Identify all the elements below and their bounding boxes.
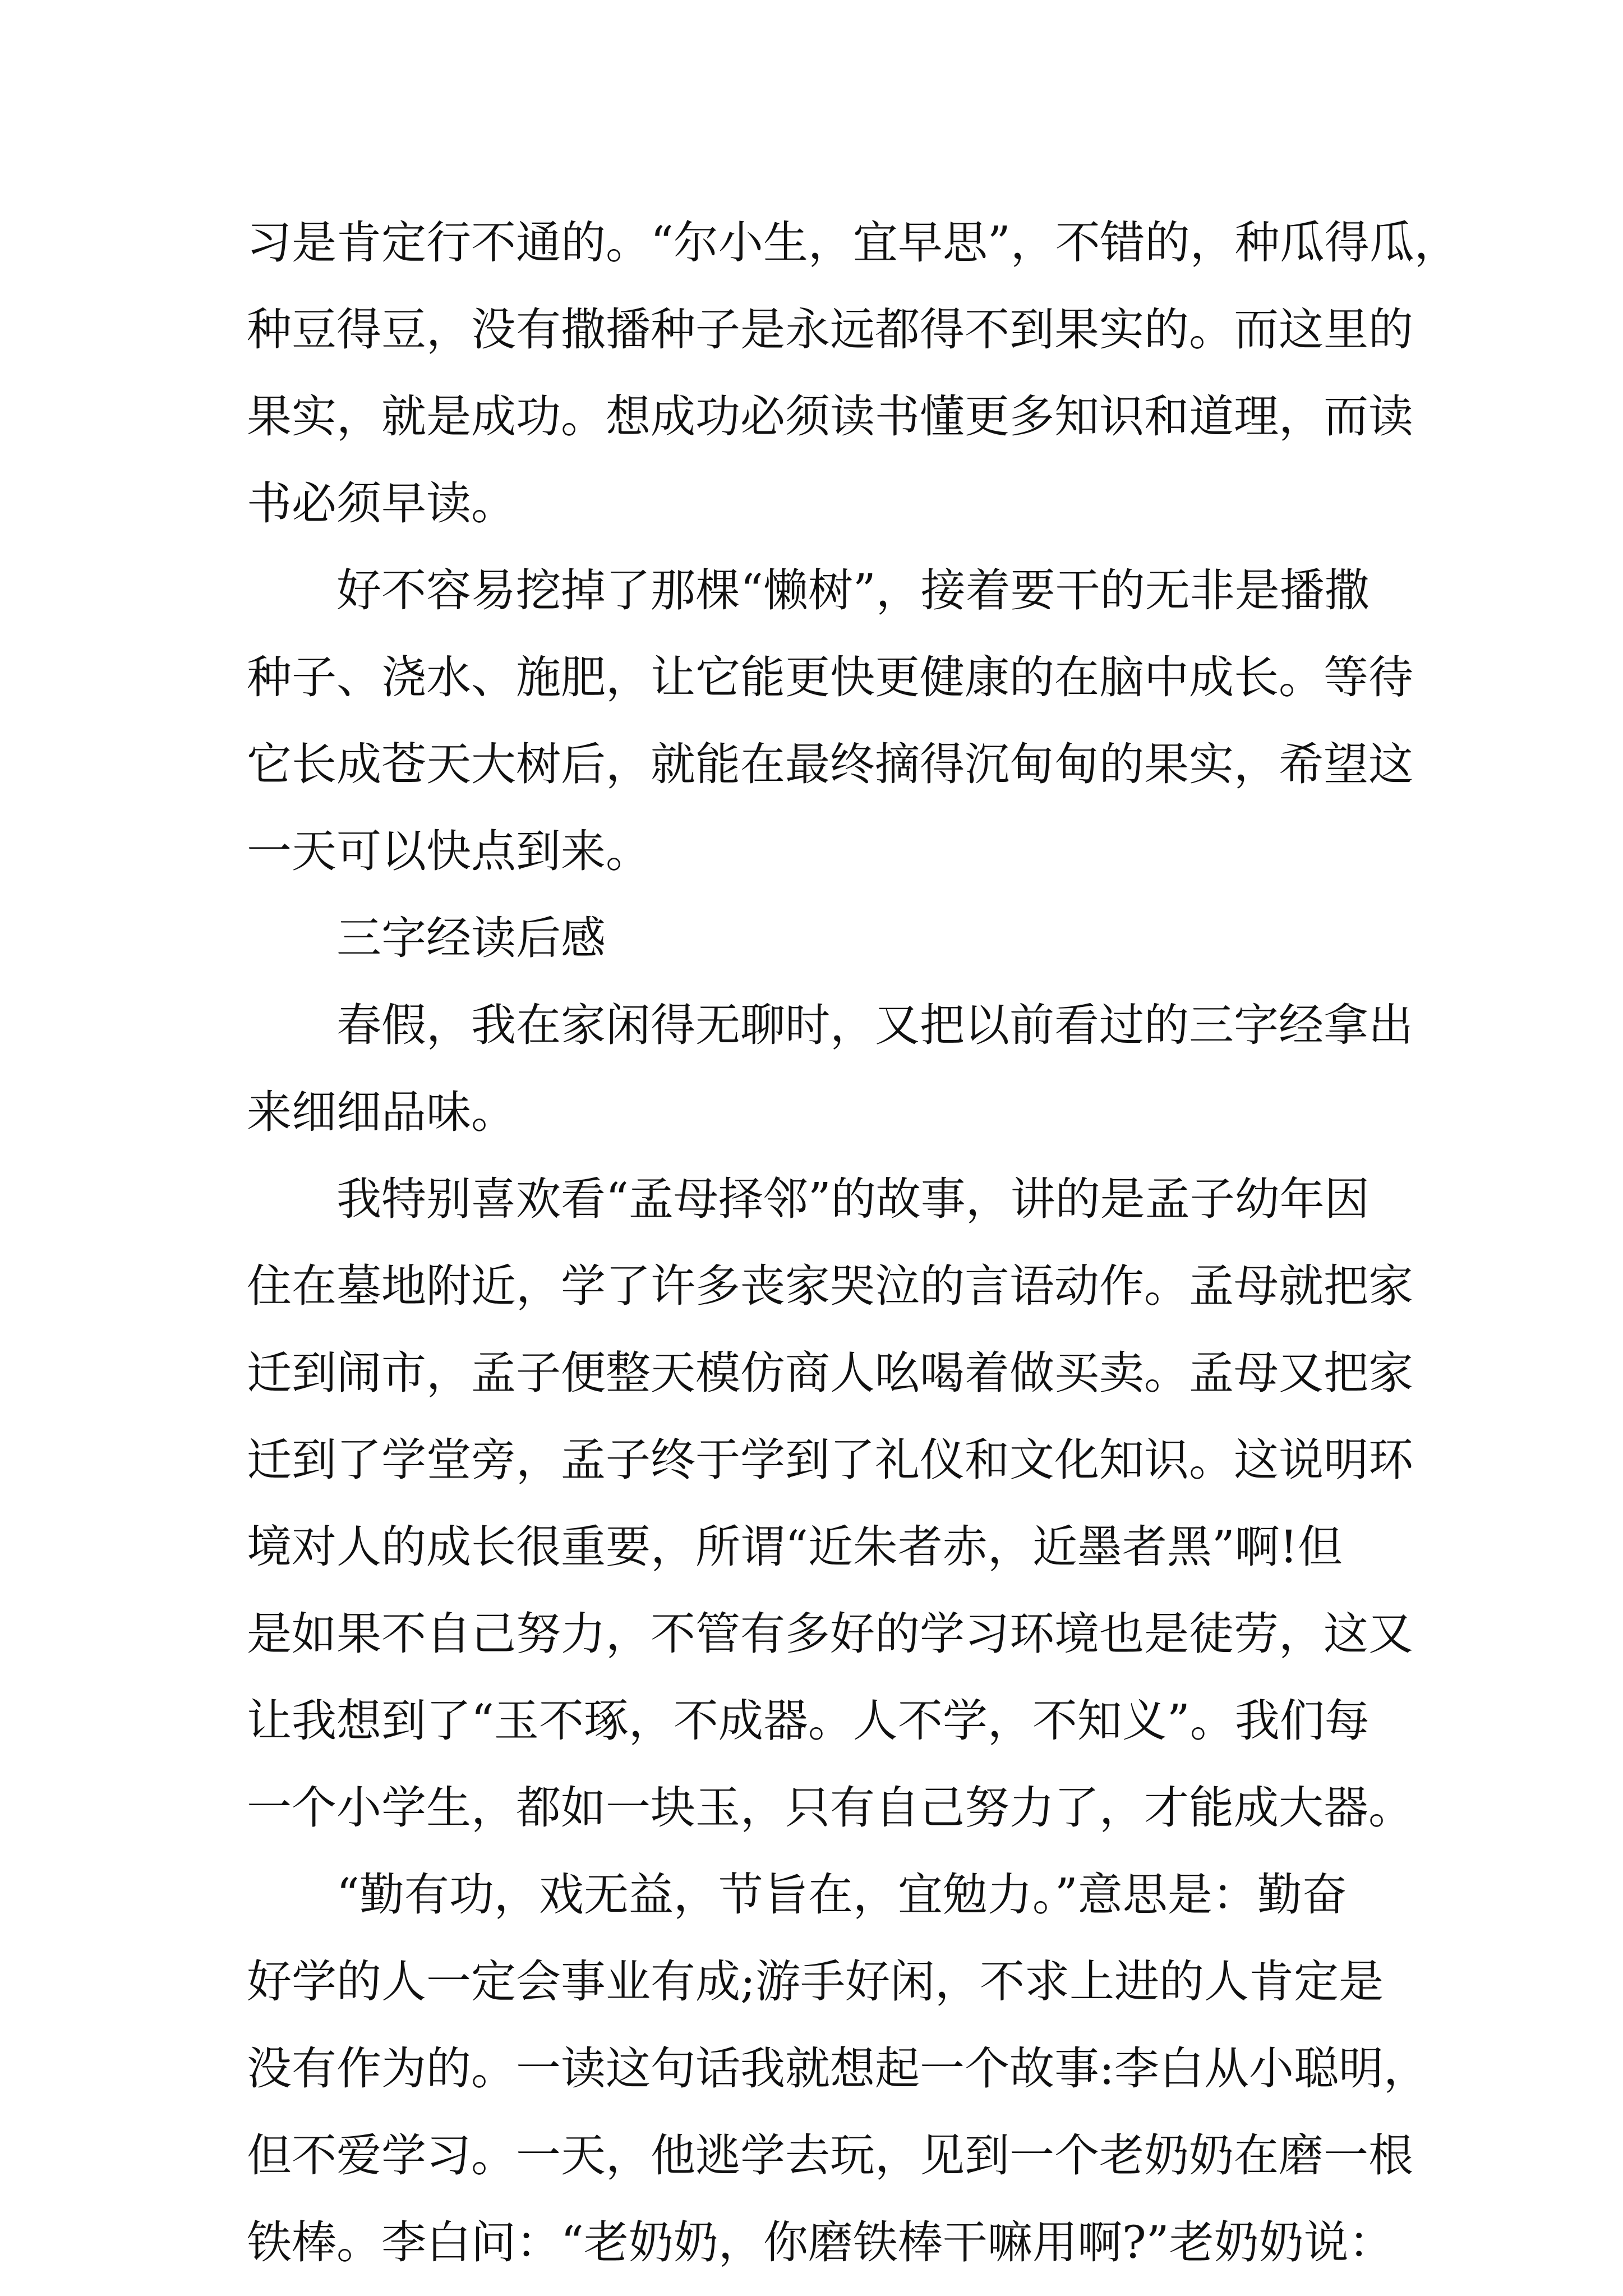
text-line: 住在墓地附近，学了许多丧家哭泣的言语动作。孟母就把家: [247, 1260, 1413, 1312]
text-line: 来细细品味。: [247, 1086, 516, 1138]
text-line: 一天可以快点到来。: [247, 825, 651, 877]
text-line: 果实，就是成功。想成功必须读书懂更多知识和道理，而读: [247, 390, 1413, 443]
text-line: 铁棒。李白问：“老奶奶，你磨铁棒干嘛用啊?”老奶奶说：: [247, 2216, 1394, 2269]
paragraph-start-line: 好不容易挖掉了那棵“懒树”，接着要干的无非是播撒: [336, 564, 1370, 616]
text-line: 种子、浇水、施肥，让它能更快更健康的在脑中成长。等待: [247, 651, 1413, 703]
text-line: 它长成苍天大树后，就能在最终摘得沉甸甸的果实，希望这: [247, 738, 1413, 790]
text-line: 是如果不自己努力，不管有多好的学习环境也是徒劳，这又: [247, 1608, 1413, 1660]
text-line: 习是肯定行不通的。“尔小生，宜早思”，不错的，种瓜得瓜，: [247, 217, 1459, 269]
text-line: 迁到闹市，孟子便整天模仿商人吆喝着做买卖。孟母又把家: [247, 1347, 1413, 1399]
text-line: 但不爱学习。一天，他逃学去玩，见到一个老奶奶在磨一根: [247, 2129, 1413, 2182]
body-text: [247, 199, 1459, 2286]
text-line: 好学的人一定会事业有成;游手好闲，不求上进的人肯定是: [247, 1955, 1384, 2008]
text-line: 没有作为的。一读这句话我就想起一个故事:李白从小聪明，: [247, 2042, 1428, 2095]
paragraph-start-line: 我特别喜欢看“孟母择邻”的故事，讲的是孟子幼年因: [336, 1173, 1370, 1225]
text-line: 书必须早读。: [247, 477, 516, 530]
text-line: 境对人的成长很重要，所谓“近朱者赤，近墨者黑”啊!但: [247, 1521, 1343, 1573]
text-line: 迁到了学堂旁，孟子终于学到了礼仪和文化知识。这说明环: [247, 1434, 1413, 1486]
section-title: 三字经读后感: [336, 912, 606, 964]
text-line: 让我想到了“玉不琢，不成器。人不学，不知义”。我们每: [247, 1695, 1370, 1747]
paragraph-start-line: “勤有功，戏无益，节旨在，宜勉力。”意思是：勤奋: [336, 1869, 1347, 1921]
paragraph-start-line: 春假，我在家闲得无聊时，又把以前看过的三字经拿出: [336, 999, 1413, 1051]
text-line: 种豆得豆，没有撒播种子是永远都得不到果实的。而这里的: [247, 303, 1413, 356]
text-line: 一个小学生，都如一块玉，只有自己努力了，才能成大器。: [247, 1782, 1413, 1834]
